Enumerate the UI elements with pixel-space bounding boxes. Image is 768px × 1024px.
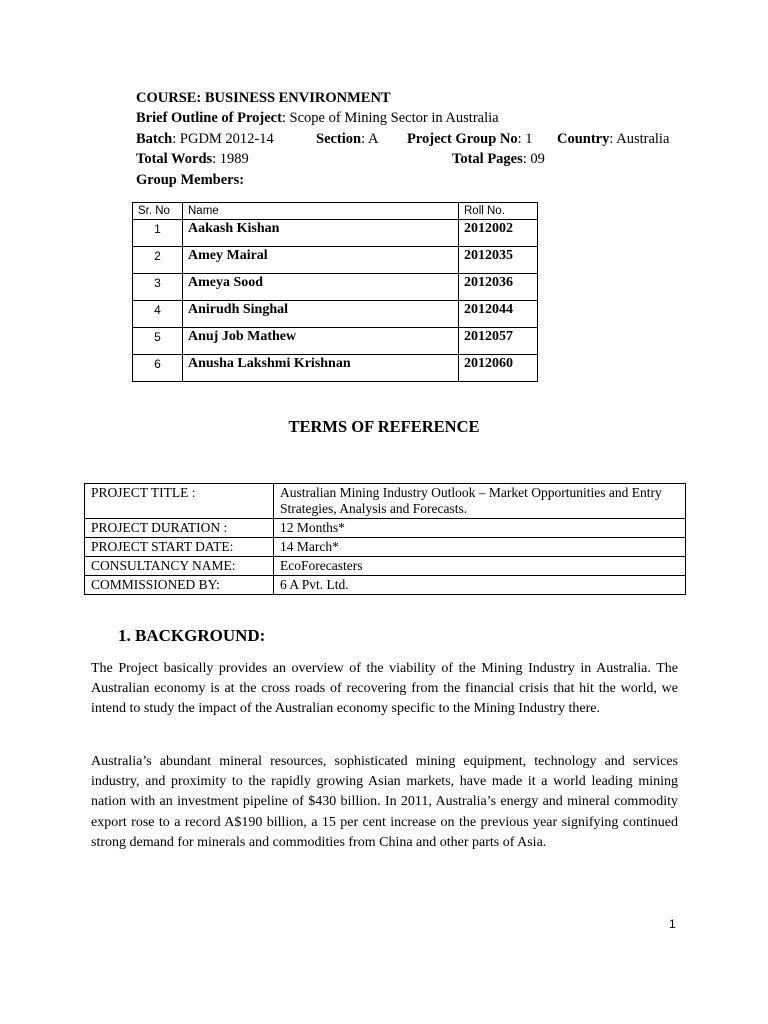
group-label: Project Group No <box>407 131 518 147</box>
reference-value: 12 Months* <box>274 519 686 538</box>
words-label: Total Words <box>136 151 213 167</box>
background-paragraph-2: Australia’s abundant mineral resources, sophisticated mining equipment, technology and services industry, and proximity to the rapidly growing Asian markets, have made it a world leading mining nation with an investment pipeline of $430 billion. In 2011, Australia’s energy and mineral commodity export rose to a record A$190 billion, a 15 per cent increase on the previous year signifying continued strong demand for minerals and commodities from China and other parts of Asia. <box>91 754 678 850</box>
words-line <box>136 151 249 168</box>
project-outline <box>136 110 499 127</box>
table-row <box>133 355 538 382</box>
words-value: : 1989 <box>212 151 249 167</box>
member-name: Aakash Kishan <box>183 220 459 247</box>
batch-value: : PGDM 2012-14 <box>172 131 274 147</box>
terms-of-reference-heading: TERMS OF REFERENCE <box>288 417 480 436</box>
reference-key: PROJECT START DATE: <box>85 538 274 557</box>
roll-no: 2012036 <box>459 274 538 301</box>
sr-no: 3 <box>133 274 183 301</box>
table-row <box>133 247 538 274</box>
table-row <box>133 328 538 355</box>
pages-label: Total Pages <box>452 151 523 167</box>
members-table <box>132 202 538 382</box>
sr-no: 2 <box>133 247 183 274</box>
table-row <box>133 274 538 301</box>
outline-label: Brief Outline of Project <box>136 110 282 126</box>
section-value: : A <box>361 131 379 147</box>
roll-no: 2012035 <box>459 247 538 274</box>
section-line <box>316 131 378 148</box>
page-number: 1 <box>669 917 676 931</box>
member-name: Anirudh Singhal <box>183 301 459 328</box>
reference-value: Australian Mining Industry Outlook – Market Opportunities and Entry Strategies, Analysis and Forecasts. <box>274 484 686 519</box>
header-sr-no: Sr. No <box>133 203 183 220</box>
reference-key: PROJECT TITLE : <box>85 484 274 519</box>
member-name: Anusha Lakshmi Krishnan <box>183 355 459 382</box>
group-line <box>407 131 533 148</box>
reference-value: 14 March* <box>274 538 686 557</box>
pages-line <box>452 151 545 168</box>
country-line <box>557 131 669 148</box>
reference-key: COMMISSIONED BY: <box>85 576 274 595</box>
reference-key: PROJECT DURATION : <box>85 519 274 538</box>
background-paragraph-1: The Project basically provides an overview of the viability of the Mining Industry in Australia. The Australian economy is at the cross roads of recovering from the financial crisis that hit the world, we intend to study the impact of the Australian economy specific to the Mining Industry there. <box>91 661 678 717</box>
course-title: COURSE: BUSINESS ENVIRONMENT <box>136 90 391 106</box>
pages-value: : 09 <box>522 151 545 167</box>
table-row <box>85 519 686 538</box>
members-table-header <box>133 203 538 220</box>
outline-value: : Scope of Mining Sector in Australia <box>281 110 499 126</box>
roll-no: 2012057 <box>459 328 538 355</box>
background-heading: 1. BACKGROUND: <box>118 626 266 645</box>
member-name: Amey Mairal <box>183 247 459 274</box>
roll-no: 2012002 <box>459 220 538 247</box>
table-row <box>133 220 538 247</box>
sr-no: 6 <box>133 355 183 382</box>
reference-value: 6 A Pvt. Ltd. <box>274 576 686 595</box>
sr-no: 4 <box>133 301 183 328</box>
sr-no: 5 <box>133 328 183 355</box>
sr-no: 1 <box>133 220 183 247</box>
header-name: Name <box>183 203 459 220</box>
roll-no: 2012060 <box>459 355 538 382</box>
table-row <box>85 576 686 595</box>
country-value: : Australia <box>609 131 670 147</box>
reference-value: EcoForecasters <box>274 557 686 576</box>
batch-line <box>136 131 274 148</box>
member-name: Ameya Sood <box>183 274 459 301</box>
table-row <box>85 484 686 519</box>
table-row <box>85 557 686 576</box>
table-row <box>85 538 686 557</box>
header-roll-no: Roll No. <box>459 203 538 220</box>
table-row <box>133 301 538 328</box>
member-name: Anuj Job Mathew <box>183 328 459 355</box>
country-label: Country <box>557 131 610 147</box>
reference-key: CONSULTANCY NAME: <box>85 557 274 576</box>
batch-label: Batch <box>136 131 173 147</box>
group-members-label: Group Members: <box>136 172 245 188</box>
reference-table <box>84 483 686 595</box>
section-label: Section <box>316 131 362 147</box>
roll-no: 2012044 <box>459 301 538 328</box>
group-value: : 1 <box>517 131 533 147</box>
